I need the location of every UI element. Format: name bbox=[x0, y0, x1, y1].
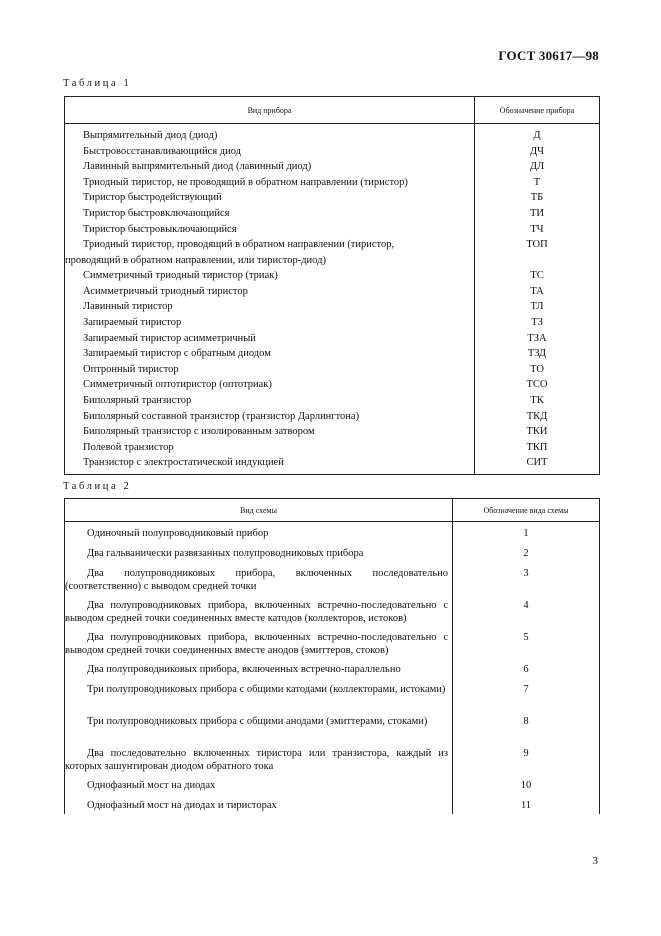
device-code-cell: Т bbox=[475, 175, 600, 191]
device-type-cell: Тиристор быстродействующий bbox=[83, 192, 222, 204]
device-code-cell: ДЛ bbox=[475, 159, 600, 175]
circuit-type-cell bbox=[65, 522, 453, 542]
table-row bbox=[65, 144, 600, 160]
device-type-cell: Запираемый тиристор bbox=[83, 316, 182, 328]
device-type-cell: Лавинный выпрямительный диод (лавинный диод) bbox=[83, 161, 312, 173]
table1 bbox=[64, 96, 600, 475]
circuit-type-text: Два полупроводниковых прибора, включенных встречно-последовательно с выводом средней точки соединенных вместе катодов (коллекторов, истоков) bbox=[65, 599, 448, 624]
device-code-cell: ТКП bbox=[475, 440, 600, 456]
table-row bbox=[65, 284, 600, 300]
table-row bbox=[65, 124, 600, 144]
circuit-type-text: Два полупроводниковых прибора, включенных встречно-последовательно с выводом средней точки соединенных вместе анодов (эмиттеров, стоков) bbox=[65, 631, 448, 656]
device-type-cell: Выпрямительный диод (диод) bbox=[83, 130, 218, 141]
table-row bbox=[65, 440, 600, 456]
table1-header-code: Обозначение прибора bbox=[475, 97, 600, 124]
device-type-cell: Асимметричный триодный тиристор bbox=[83, 285, 248, 297]
table1-header-type: Вид прибора bbox=[65, 97, 475, 124]
table-row bbox=[65, 409, 600, 425]
circuit-type-text: Одиночный полупроводниковый прибор bbox=[87, 528, 269, 539]
device-type-cell: Биполярный транзистор bbox=[83, 394, 192, 406]
device-code-cell: СИТ bbox=[475, 455, 600, 474]
device-type-cell: Биполярный транзистор с изолированным затвором bbox=[83, 426, 315, 438]
device-code-cell: ТКД bbox=[475, 409, 600, 425]
device-type-line: Триодный тиристор, проводящий в обратном направлении (тиристор, bbox=[83, 239, 395, 251]
table-row bbox=[65, 626, 600, 658]
device-code-cell: ТЗД bbox=[475, 346, 600, 362]
circuit-code-cell: 5 bbox=[453, 626, 600, 658]
circuit-code-cell: 8 bbox=[453, 710, 600, 742]
circuit-code-cell: 7 bbox=[453, 678, 600, 710]
circuit-type-cell bbox=[65, 710, 453, 742]
table-row bbox=[65, 522, 600, 542]
device-code-cell: ДЧ bbox=[475, 144, 600, 160]
table-row bbox=[65, 678, 600, 710]
table2-header-type: Вид схемы bbox=[65, 499, 453, 522]
table-row bbox=[65, 393, 600, 409]
circuit-code-cell: 6 bbox=[453, 658, 600, 678]
device-code-cell: ТА bbox=[475, 284, 600, 300]
device-code-cell: ТИ bbox=[475, 206, 600, 222]
circuit-code-cell: 11 bbox=[453, 794, 600, 814]
circuit-code-cell: 1 bbox=[453, 522, 600, 542]
circuit-type-cell bbox=[65, 794, 453, 814]
device-type-cell: Лавинный тиристор bbox=[83, 301, 173, 313]
device-code-cell: ТЧ bbox=[475, 222, 600, 238]
table-row bbox=[65, 377, 600, 393]
device-code-cell: ТБ bbox=[475, 190, 600, 206]
table-row bbox=[65, 362, 600, 378]
circuit-type-text: Два полупроводниковых прибора, включенных последовательно (соответственно) с выводом средней точки bbox=[65, 567, 448, 592]
device-code-cell: ТЛ bbox=[475, 299, 600, 315]
device-type-cell: Тиристор быстровключающийся bbox=[83, 207, 230, 219]
circuit-type-cell bbox=[65, 774, 453, 794]
table2 bbox=[64, 498, 600, 814]
circuit-type-text: Два гальванически развязанных полупроводниковых прибора bbox=[87, 547, 364, 559]
circuit-type-cell bbox=[65, 562, 453, 594]
table-row bbox=[65, 346, 600, 362]
table-row bbox=[65, 268, 600, 284]
table-row bbox=[65, 175, 600, 191]
page-number: 3 bbox=[592, 855, 598, 867]
circuit-type-cell bbox=[65, 658, 453, 678]
table-row bbox=[65, 742, 600, 774]
device-type-cell: Транзистор с электростатической индукцией bbox=[83, 457, 284, 469]
circuit-code-cell: 2 bbox=[453, 542, 600, 562]
circuit-type-text: Три полупроводниковых прибора с общими катодами (коллекторами, истоками) bbox=[87, 683, 446, 695]
circuit-type-text: Однофазный мост на диодах bbox=[87, 779, 216, 791]
device-code-cell: ТС bbox=[475, 268, 600, 284]
circuit-type-cell bbox=[65, 594, 453, 626]
circuit-code-cell: 4 bbox=[453, 594, 600, 626]
table2-header-code: Обозначение вида схемы bbox=[453, 499, 600, 522]
table-row bbox=[65, 222, 600, 238]
table-row bbox=[65, 237, 600, 268]
device-code-cell: ТЗ bbox=[475, 315, 600, 331]
circuit-type-text: Два полупроводниковых прибора, включенных встречно-параллельно bbox=[87, 663, 401, 675]
device-type-cell: Триодный тиристор, не проводящий в обратном направлении (тиристор) bbox=[83, 176, 408, 188]
table1-caption: Таблица 1 bbox=[63, 78, 132, 89]
device-code-cell: ТКИ bbox=[475, 424, 600, 440]
device-code-cell: ТО bbox=[475, 362, 600, 378]
device-code-cell: ТЗА bbox=[475, 331, 600, 347]
circuit-type-text: Три полупроводниковых прибора с общими анодами (эмиттерами, стоками) bbox=[87, 715, 428, 727]
circuit-type-cell bbox=[65, 542, 453, 562]
circuit-type-cell bbox=[65, 742, 453, 774]
circuit-type-text: Два последовательно включенных тиристора или транзистора, каждый из которых зашунтирован диодом обратного тока bbox=[65, 747, 448, 772]
table-row bbox=[65, 299, 600, 315]
device-code-cell: ТК bbox=[475, 393, 600, 409]
device-code-cell: Д bbox=[475, 124, 600, 144]
device-type-cell: Симметричный триодный тиристор (триак) bbox=[83, 270, 278, 282]
table-row bbox=[65, 190, 600, 206]
table-row bbox=[65, 206, 600, 222]
table-row bbox=[65, 774, 600, 794]
table-row bbox=[65, 542, 600, 562]
circuit-code-cell: 10 bbox=[453, 774, 600, 794]
document-header: ГОСТ 30617—98 bbox=[498, 48, 599, 63]
device-type-cell: Симметричный оптотиристор (оптотриак) bbox=[83, 379, 272, 391]
table-row bbox=[65, 315, 600, 331]
circuit-code-cell: 3 bbox=[453, 562, 600, 594]
circuit-type-cell bbox=[65, 626, 453, 658]
table-row bbox=[65, 424, 600, 440]
table-row bbox=[65, 710, 600, 742]
device-code-cell: ТСО bbox=[475, 377, 600, 393]
table-row bbox=[65, 594, 600, 626]
device-type-cell: Быстровосстанавливающийся диод bbox=[83, 145, 242, 157]
device-type-cell: Запираемый тиристор с обратным диодом bbox=[83, 348, 271, 360]
device-type-cell: Биполярный составной транзистор (транзистор Дарлингтона) bbox=[83, 410, 360, 422]
table-row bbox=[65, 455, 600, 474]
device-type-cell: Запираемый тиристор асимметричный bbox=[83, 332, 256, 344]
table2-caption: Таблица 2 bbox=[63, 481, 132, 492]
circuit-type-cell bbox=[65, 678, 453, 710]
table-row bbox=[65, 658, 600, 678]
device-type-cell: Полевой транзистор bbox=[83, 441, 174, 453]
device-type-cell: Оптронный тиристор bbox=[83, 363, 179, 375]
circuit-type-text: Однофазный мост на диодах и тиристорах bbox=[87, 799, 277, 811]
circuit-code-cell: 9 bbox=[453, 742, 600, 774]
device-code-cell: ТОП bbox=[475, 237, 600, 268]
table-row bbox=[65, 562, 600, 594]
device-type-line: проводящий в обратном направлении, или тиристор-диод) bbox=[65, 254, 326, 266]
table-row bbox=[65, 331, 600, 347]
device-type-cell bbox=[65, 237, 475, 268]
table-row bbox=[65, 159, 600, 175]
device-type-cell: Тиристор быстровыключающийся bbox=[83, 223, 237, 235]
table-row bbox=[65, 794, 600, 814]
